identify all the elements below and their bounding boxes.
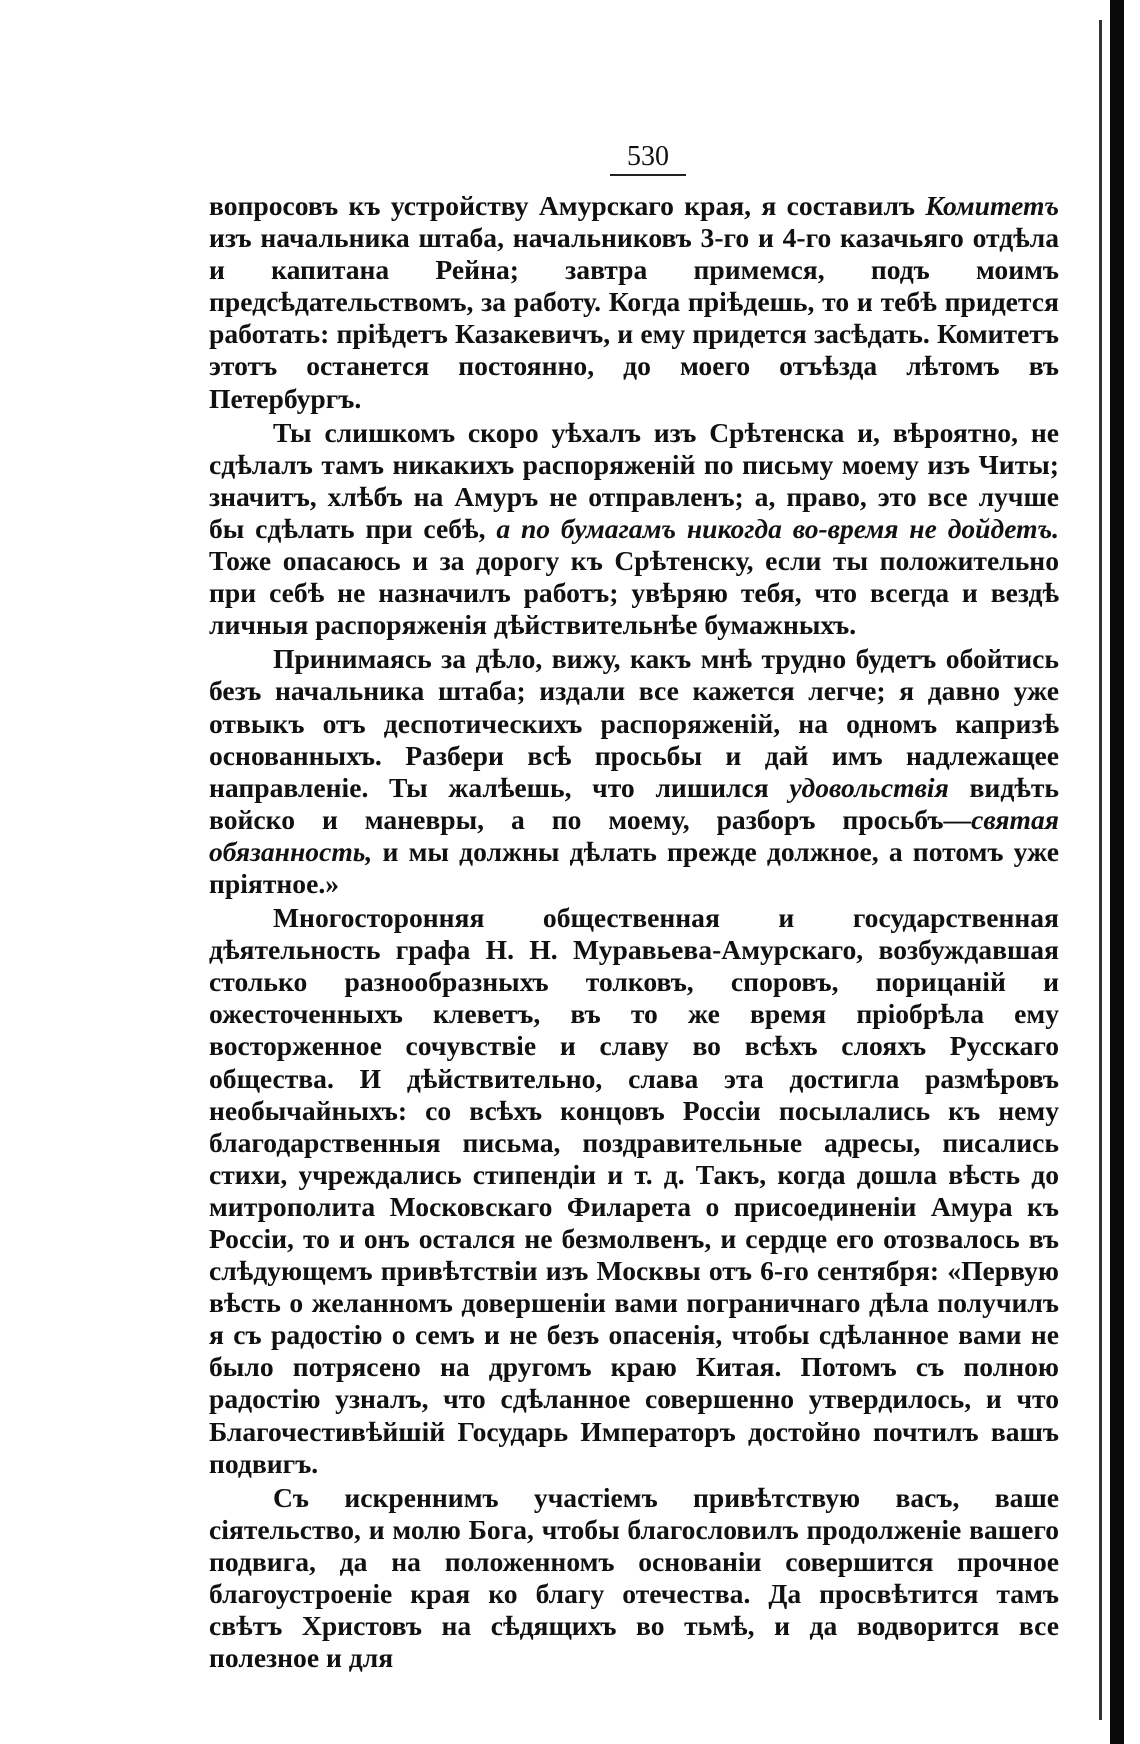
italic-text-run: а по бумагамъ никогда во-время не дойдетъ. bbox=[496, 512, 1059, 544]
text-run: Тоже опасаюсь и за дорогу къ Срѣтенску, если ты положительно при себѣ не назначилъ работъ; увѣряю тебя, что всегда и вездѣ личныя распоряженія дѣйствительнѣе бумажныхъ. bbox=[209, 545, 1059, 641]
page-edge-line bbox=[1099, 20, 1102, 1720]
text-run: Принимаясь за дѣло, вижу, какъ мнѣ трудно будетъ обойтись безъ начальника штаба; издали все кажется легче; я давно уже отвыкъ отъ деспотическихъ распоряженій, на одномъ капризѣ основанныхъ. Разбери всѣ просьбы и дай имъ надлежащее направленіе. Ты жалѣешь, что лишился bbox=[209, 643, 1059, 803]
text-run: Съ искреннимъ участіемъ привѣтствую васъ, ваше сіятельство, и молю Бога, чтобы благословилъ продолженіе вашего подвига, да на положенномъ основаніи совершится прочное благоустроеніе края ко благу отечества. Да просвѣтится тамъ свѣтъ Христовъ на сѣдящихъ во тьмѣ, и да водворится все полезное и для bbox=[209, 1481, 1059, 1674]
text-run: вопросовъ къ устройству Амурскаго края, я составилъ bbox=[209, 190, 926, 221]
text-run: изъ начальника штаба, начальниковъ 3-го и 4-го казачьяго отдѣла и капитана Рейна; завтра примемся, подъ моимъ предсѣдательствомъ, за работу. Когда пріѣдешь, то и тебѣ придется работать: пріѣдетъ Казакевичъ, и ему придется засѣдать. Комитетъ этотъ останется постоянно, до моего отъѣзда лѣтомъ въ Петербургъ. bbox=[209, 222, 1059, 414]
paragraph bbox=[209, 643, 1059, 900]
text-run: Ты слишкомъ скоро уѣхалъ изъ Срѣтенска и, вѣроятно, не сдѣлалъ тамъ никакихъ распоряженій по письму моему изъ Читы; значитъ, хлѣбъ на Амуръ не отправленъ; а, право, это все лучше бы сдѣлать при себѣ, bbox=[209, 416, 1059, 544]
text-run: Многосторонняя общественная и государственная дѣятельность графа Н. Н. Муравьева-Амурскаго, возбуждавшая столько разнообразныхъ толковъ, споровъ, порицаній и ожесточенныхъ клеветъ, въ то же время пріобрѣла ему восторженное сочувствіе и славу во всѣхъ слояхъ Русскаго общества. И дѣйствительно, слава эта достигла размѣровъ необычайныхъ: со всѣхъ концовъ Россіи посылались къ нему благодарственныя письма, поздравительные адресы, писались стихи, учреждались стипендіи и т. д. Такъ, когда дошла вѣсть до митрополита Московскаго Филарета о присоединеніи Амура къ Россіи, то и онъ остался не безмолвенъ, и сердце его отозвалось въ слѣдующемъ привѣтствіи изъ Москвы отъ 6-го сентября: «Первую вѣсть о желанномъ довершеніи вами пограничнаго дѣла получилъ я съ радостію о семъ и не безъ опасенія, чтобы сдѣланное вами не было потрясено на другомъ краю Китая. Потомъ съ полною радостію узналъ, что сдѣланное совершенно утвердилось, и что Благочестивѣйшій Государь Императоръ достойно почтилъ вашъ подвигъ. bbox=[209, 902, 1059, 1479]
paragraph bbox=[209, 190, 1059, 415]
italic-text-run: святая обязанность, bbox=[209, 803, 1059, 867]
text-run: видѣть войско и маневры, а по моему, разборъ просьбъ— bbox=[209, 771, 1059, 835]
page-edge-shadow bbox=[1110, 0, 1124, 1744]
italic-text-run: удовольствія bbox=[789, 771, 949, 803]
paragraph bbox=[209, 902, 1059, 1480]
paragraph bbox=[209, 417, 1059, 642]
paragraph bbox=[209, 1482, 1059, 1675]
page-number: 530 bbox=[610, 142, 686, 176]
text-run: и мы должны дѣлать прежде должное, а потомъ уже пріятное.» bbox=[209, 835, 1059, 899]
italic-text-run: Комитетъ bbox=[925, 190, 1059, 221]
body-text bbox=[209, 190, 1059, 1674]
